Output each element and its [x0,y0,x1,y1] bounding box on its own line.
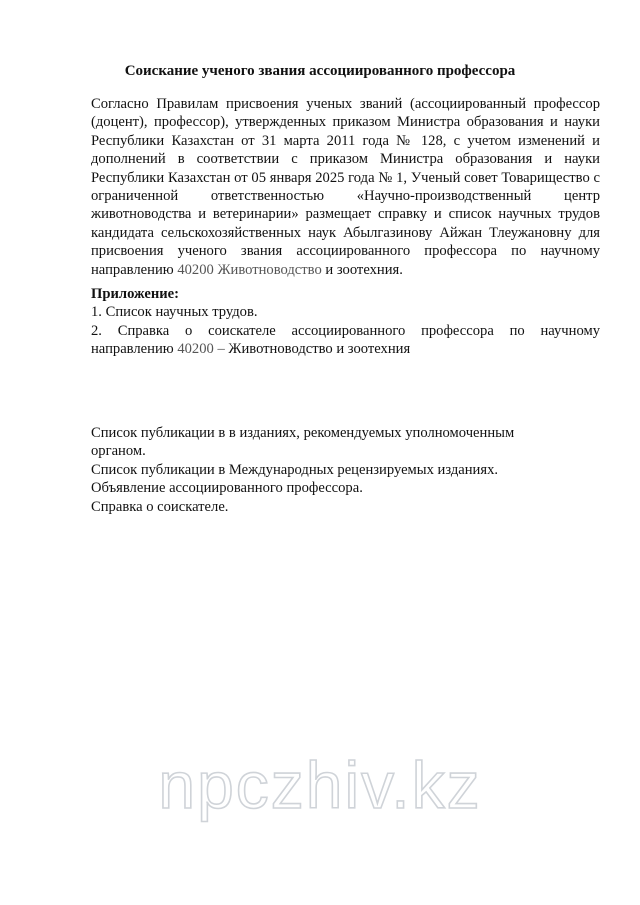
appendix-item-1: 1. Список научных трудов. [91,304,258,321]
main-paragraph [91,95,600,279]
page-title: Соискание ученого звания ассоциированного профессора [124,63,516,79]
appendix-section [91,285,600,359]
link-publications-recommended[interactable]: Список публикации в в изданиях, рекомендуемых уполномоченным органом. [91,425,515,460]
link-announcement[interactable]: Объявление ассоциированного профессора. [91,480,363,497]
appendix-heading: Приложение: [91,286,180,302]
main-paragraph-tail: и зоотехния. [321,261,403,278]
watermark-logo [0,740,640,830]
appendix-item-2-tail: Животноводство и зоотехния [224,341,411,358]
document-links-list [91,424,551,516]
appendix-item-2-code: 40200 – [177,341,225,358]
link-publications-international[interactable]: Список публикации в Международных рецензируемых изданиях. [91,461,499,478]
appendix-item-2-text: 2. Справка о соискателе ассоциированного профессора по научному направлению [91,322,600,358]
link-applicant-certificate[interactable]: Справка о соискателе. [91,498,229,515]
watermark-text: npczhiv.kz [158,748,482,822]
direction-code: 40200 Животноводство [177,261,322,278]
appendix-item-2 [91,322,600,359]
main-paragraph-text: Согласно Правилам присвоения ученых званий (ассоциированный профессор (доцент), профессор), утвержденных приказом Министра образования и науки Республики Казахстан от 31 марта 2011 года № 128, с учетом изменений и дополнений в соответствии с приказом Министра образования и науки Республики Казахстан от 05 января 2025 года № 1, Ученый совет Товарищество с ограниченной ответственностью «Научно-производственный центр животноводства и ветеринарии» размещает справку и список научных трудов кандидата сельскохозяйственных наук Абылгазинову Айжан Тлеужановну для присвоения ученого звания ассоциированного профессора по научному направлению [91,96,600,278]
